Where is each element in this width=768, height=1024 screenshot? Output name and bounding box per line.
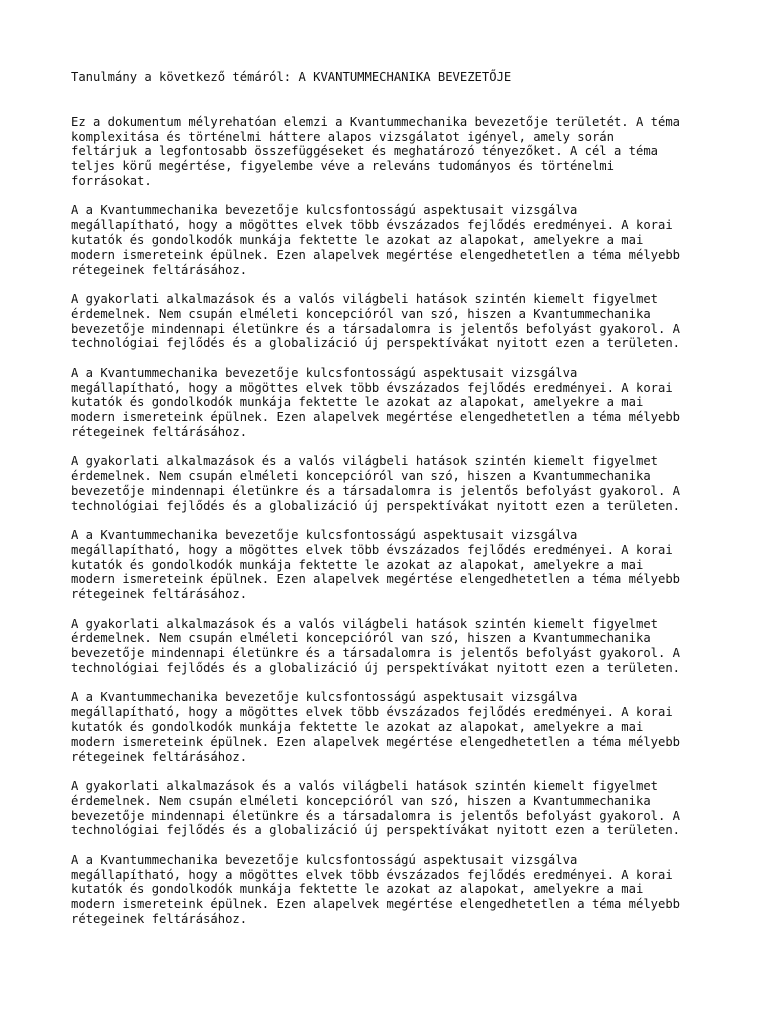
paragraph-6: A a Kvantummechanika bevezetője kulcsfontosságú aspektusait vizsgálva megállapítható, hogy a mögöttes elvek több évszázados fejlődés eredményei. A korai kutatók és gondolkodók munkája fektette le azokat az alapokat, amelyekre a mai modern ismereteink épülnek. Ezen alapelvek megértése elengedhetetlen a téma mélyebb rétegeinek feltárásához.	[71, 528, 681, 602]
paragraph-8: A a Kvantummechanika bevezetője kulcsfontosságú aspektusait vizsgálva megállapítható, hogy a mögöttes elvek több évszázados fejlődés eredményei. A korai kutatók és gondolkodók munkája fektette le azokat az alapokat, amelyekre a mai modern ismereteink épülnek. Ezen alapelvek megértése elengedhetetlen a téma mélyebb rétegeinek feltárásához.	[71, 690, 681, 764]
paragraph-9: A gyakorlati alkalmazások és a valós világbeli hatások szintén kiemelt figyelmet érdemelnek. Nem csupán elméleti koncepcióról van szó, hiszen a Kvantummechanika bevezetője mindennapi életünkre és a társadalomra is jelentős befolyást gyakorol. A technológiai fejlődés és a globalizáció új perspektívákat nyitott ezen a területen.	[71, 779, 681, 838]
paragraph-5: A gyakorlati alkalmazások és a valós világbeli hatások szintén kiemelt figyelmet érdemelnek. Nem csupán elméleti koncepcióról van szó, hiszen a Kvantummechanika bevezetője mindennapi életünkre és a társadalomra is jelentős befolyást gyakorol. A technológiai fejlődés és a globalizáció új perspektívákat nyitott ezen a területen.	[71, 454, 681, 513]
paragraph-2: A a Kvantummechanika bevezetője kulcsfontosságú aspektusait vizsgálva megállapítható, hogy a mögöttes elvek több évszázados fejlődés eredményei. A korai kutatók és gondolkodók munkája fektette le azokat az alapokat, amelyekre a mai modern ismereteink épülnek. Ezen alapelvek megértése elengedhetetlen a téma mélyebb rétegeinek feltárásához.	[71, 203, 681, 277]
document-body	[71, 115, 728, 927]
document-title: Tanulmány a következő témáról: A KVANTUMMECHANIKA BEVEZETŐJE	[71, 70, 512, 84]
paragraph-7: A gyakorlati alkalmazások és a valós világbeli hatások szintén kiemelt figyelmet érdemelnek. Nem csupán elméleti koncepcióról van szó, hiszen a Kvantummechanika bevezetője mindennapi életünkre és a társadalomra is jelentős befolyást gyakorol. A technológiai fejlődés és a globalizáció új perspektívákat nyitott ezen a területen.	[71, 616, 681, 676]
paragraph-3: A gyakorlati alkalmazások és a valós világbeli hatások szintén kiemelt figyelmet érdemelnek. Nem csupán elméleti koncepcióról van szó, hiszen a Kvantummechanika bevezetője mindennapi életünkre és a társadalomra is jelentős befolyást gyakorol. A technológiai fejlődés és a globalizáció új perspektívákat nyitott ezen a területen.	[71, 291, 681, 351]
paragraph-4: A a Kvantummechanika bevezetője kulcsfontosságú aspektusait vizsgálva megállapítható, hogy a mögöttes elvek több évszázados fejlődés eredményei. A korai kutatók és gondolkodók munkája fektette le azokat az alapokat, amelyekre a mai modern ismereteink épülnek. Ezen alapelvek megértése elengedhetetlen a téma mélyebb rétegeinek feltárásához.	[71, 365, 681, 439]
paragraph-1: Ez a dokumentum mélyrehatóan elemzi a Kvantummechanika bevezetője területét. A téma komplexitása és történelmi háttere alapos vizsgálatot igényel, amely során feltárjuk a legfontosabb összefüggéseket és meghatározó tényezőket. A cél a téma teljes körű megértése, figyelembe véve a releváns tudományos és történelmi forrásokat.	[71, 114, 681, 188]
paragraph-10: A a Kvantummechanika bevezetője kulcsfontosságú aspektusait vizsgálva megállapítható, hogy a mögöttes elvek több évszázados fejlődés eredményei. A korai kutatók és gondolkodók munkája fektette le azokat az alapokat, amelyekre a mai modern ismereteink épülnek. Ezen alapelvek megértése elengedhetetlen a téma mélyebb rétegeinek feltárásához.	[71, 852, 681, 926]
